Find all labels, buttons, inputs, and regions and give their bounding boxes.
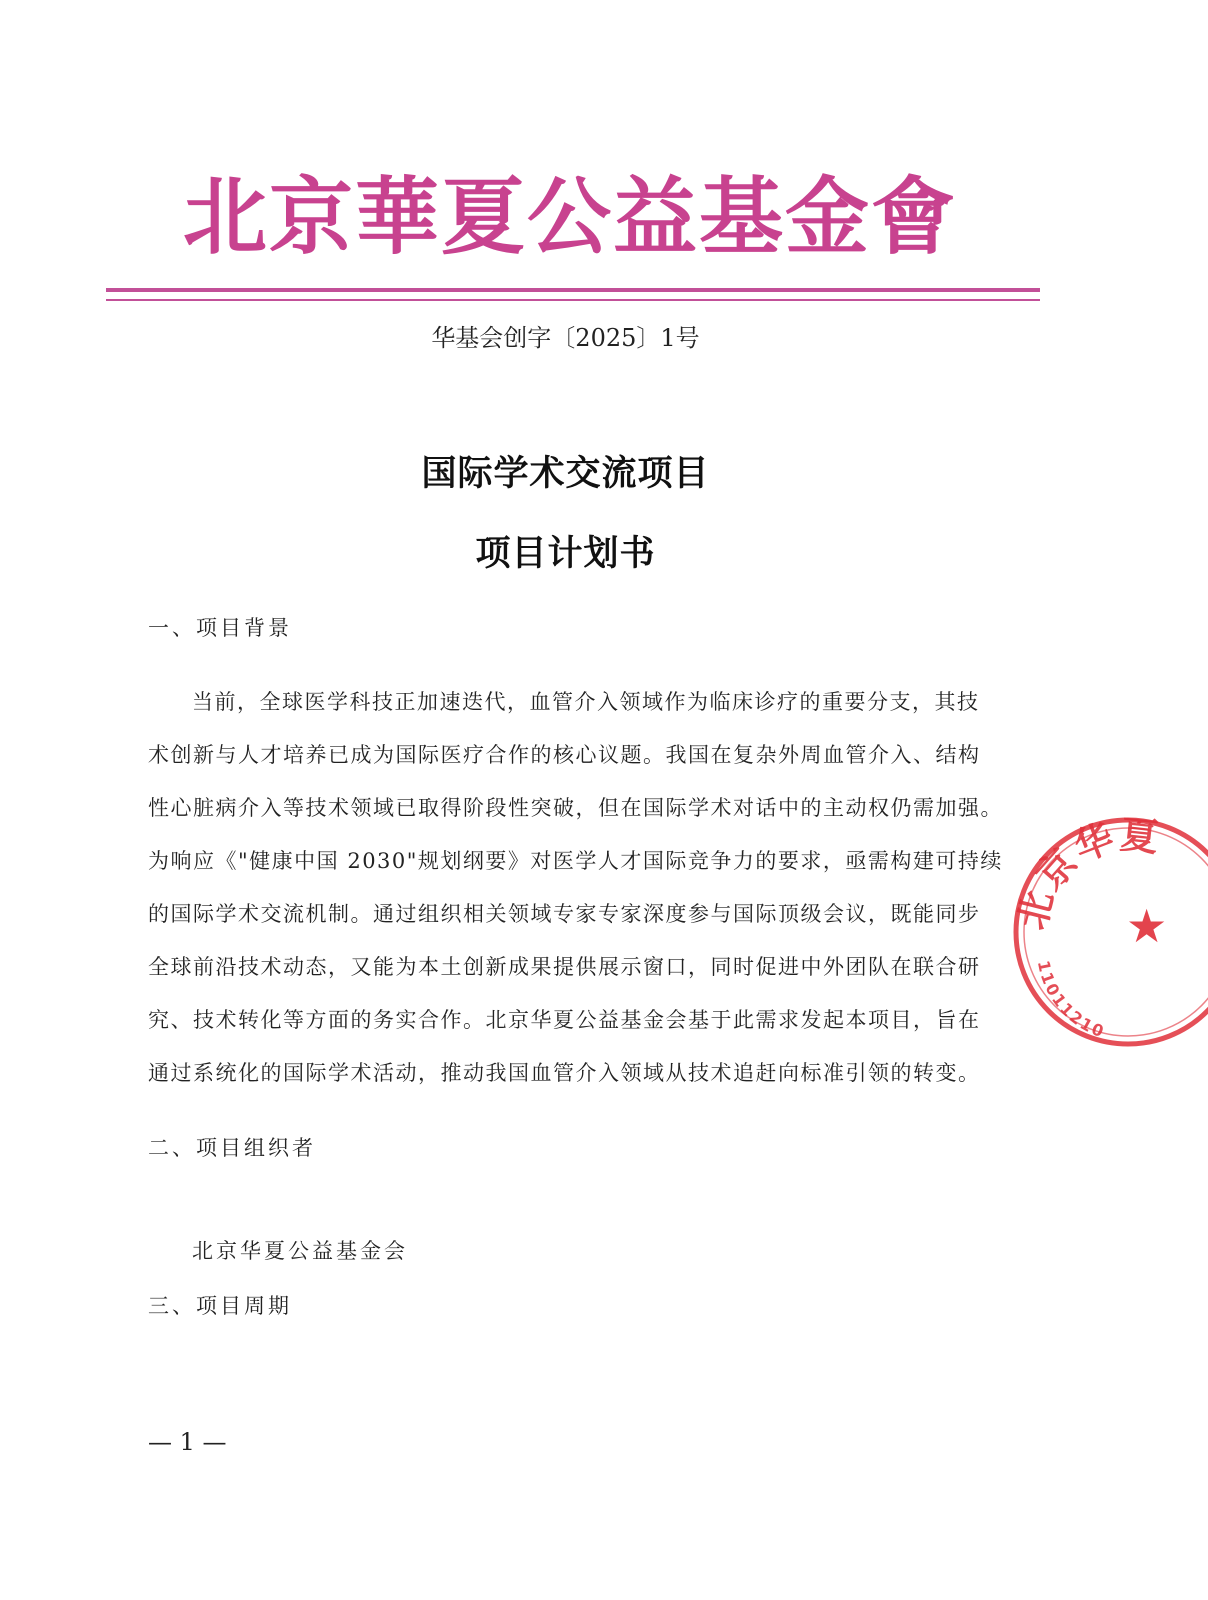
- paragraph-line: 性心脏病介入等技术领域已取得阶段性突破，但在国际学术对话中的主动权仍需加强。: [148, 796, 1003, 820]
- document-subtitle: 项目计划书: [475, 534, 656, 574]
- svg-text:11011210: [1034, 959, 1108, 1042]
- paragraph-line: 究、技术转化等方面的务实合作。北京华夏公益基金会基于此需求发起本项目，旨在: [148, 1008, 981, 1032]
- section-heading-period: 三、项目周期: [148, 1294, 292, 1318]
- masthead-title: 北京華夏公益基金會: [182, 167, 957, 266]
- paragraph-line: 术创新与人才培养已成为国际医疗合作的核心议题。我国在复杂外周血管介入、结构: [148, 743, 981, 767]
- document-number: 华基会创字〔2025〕1号: [431, 324, 700, 352]
- organizer-name: 北京华夏公益基金会: [192, 1239, 408, 1263]
- paragraph-line: 通过系统化的国际学术活动，推动我国血管介入领域从技术追赶向标准引领的转变。: [148, 1061, 981, 1085]
- section-heading-organizer: 二、项目组织者: [148, 1136, 316, 1160]
- paragraph-line: 全球前沿技术动态，又能为本土创新成果提供展示窗口，同时促进中外团队在联合研: [148, 955, 981, 979]
- paragraph-line: 当前，全球医学科技正加速迭代，血管介入领域作为临床诊疗的重要分支，其技: [192, 690, 980, 714]
- document-title: 国际学术交流项目: [421, 454, 710, 494]
- masthead-rule-thin: [106, 299, 1040, 301]
- seal-text: 北京华夏: [1008, 812, 1163, 934]
- masthead-rule-thick: [106, 288, 1040, 292]
- section-heading-background: 一、项目背景: [148, 616, 292, 640]
- paragraph-line: 的国际学术交流机制。通过组织相关领域专家专家深度参与国际顶级会议，既能同步: [148, 902, 981, 926]
- seal-code: 11011210: [1033, 958, 1108, 1042]
- official-seal-stamp: [1008, 812, 1208, 1050]
- seal-star-icon: ★: [1126, 899, 1168, 953]
- page-number: — 1 —: [148, 1428, 227, 1456]
- svg-text:北京华夏: [1009, 812, 1163, 934]
- paragraph-line: 为响应《"健康中国 2030"规划纲要》对医学人才国际竞争力的要求，亟需构建可持续: [148, 849, 1003, 873]
